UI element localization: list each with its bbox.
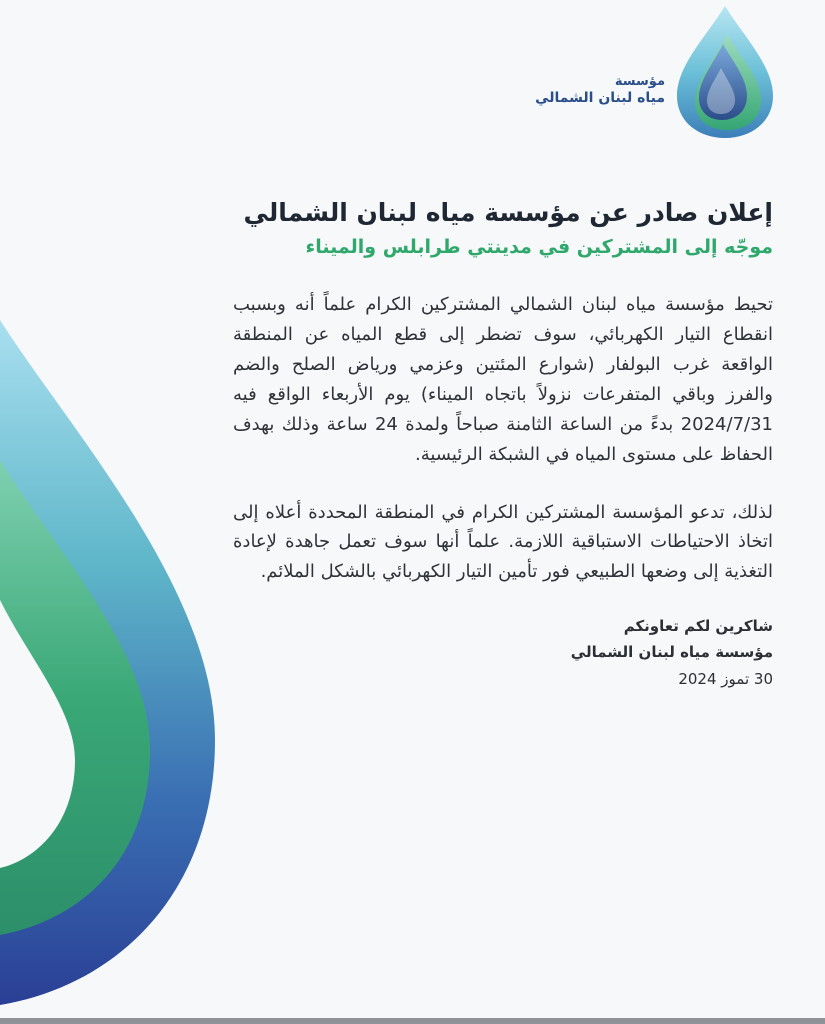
water-drop-logo-icon (675, 4, 775, 140)
signoff-date: 30 تموز 2024 (678, 669, 773, 688)
announcement-paragraph-2: لذلك، تدعو المؤسسة المشتركين الكرام في المنطقة المحددة أعلاه إلى اتخاذ الاحتياطات الاستباقية اللازمة. علماً أنها سوف تعمل جاهدة لإعادة التغذية إلى وضعها الطبيعي فور تأمين التيار الكهربائي بالشكل الملائم. (233, 501, 773, 583)
signoff-organization: مؤسسة مياه لبنان الشمالي (570, 643, 773, 662)
announcement-title: إعلان صادر عن مؤسسة مياه لبنان الشمالي (243, 198, 773, 227)
signoff-thanks: شاكرين لكم تعاونكم (623, 617, 773, 636)
bottom-edge-bar (0, 1018, 825, 1024)
announcement-subtitle: موجّه إلى المشتركين في مدينتي طرابلس والميناء (305, 235, 773, 258)
logo-line-2: مياه لبنان الشمالي (535, 90, 665, 107)
announcement-paragraph-1: تحيط مؤسسة مياه لبنان الشمالي المشتركين الكرام علماً أنه وبسبب انقطاع التيار الكهربائي، سوف تضطر إلى قطع المياه عن المنطقة الواقعة غرب البولفار (شوارع المئتين وعزمي ورياض الصلح والضم والفرز وباقي المتفرعات نزولاً باتجاه الميناء) يوم الأربعاء الواقع فيه 2024/7/31 بدءً من الساعة الثامنة صباحاً ولمدة 24 ساعة وذلك بهدف الحفاظ على مستوى المياه في الشبكة الرئيسية. (233, 294, 773, 465)
decorative-drop-shape (0, 280, 230, 1020)
logo-text (535, 74, 665, 108)
announcement-content (233, 196, 773, 692)
logo-line-1: مؤسسة (614, 74, 665, 89)
signoff-block (233, 613, 773, 692)
